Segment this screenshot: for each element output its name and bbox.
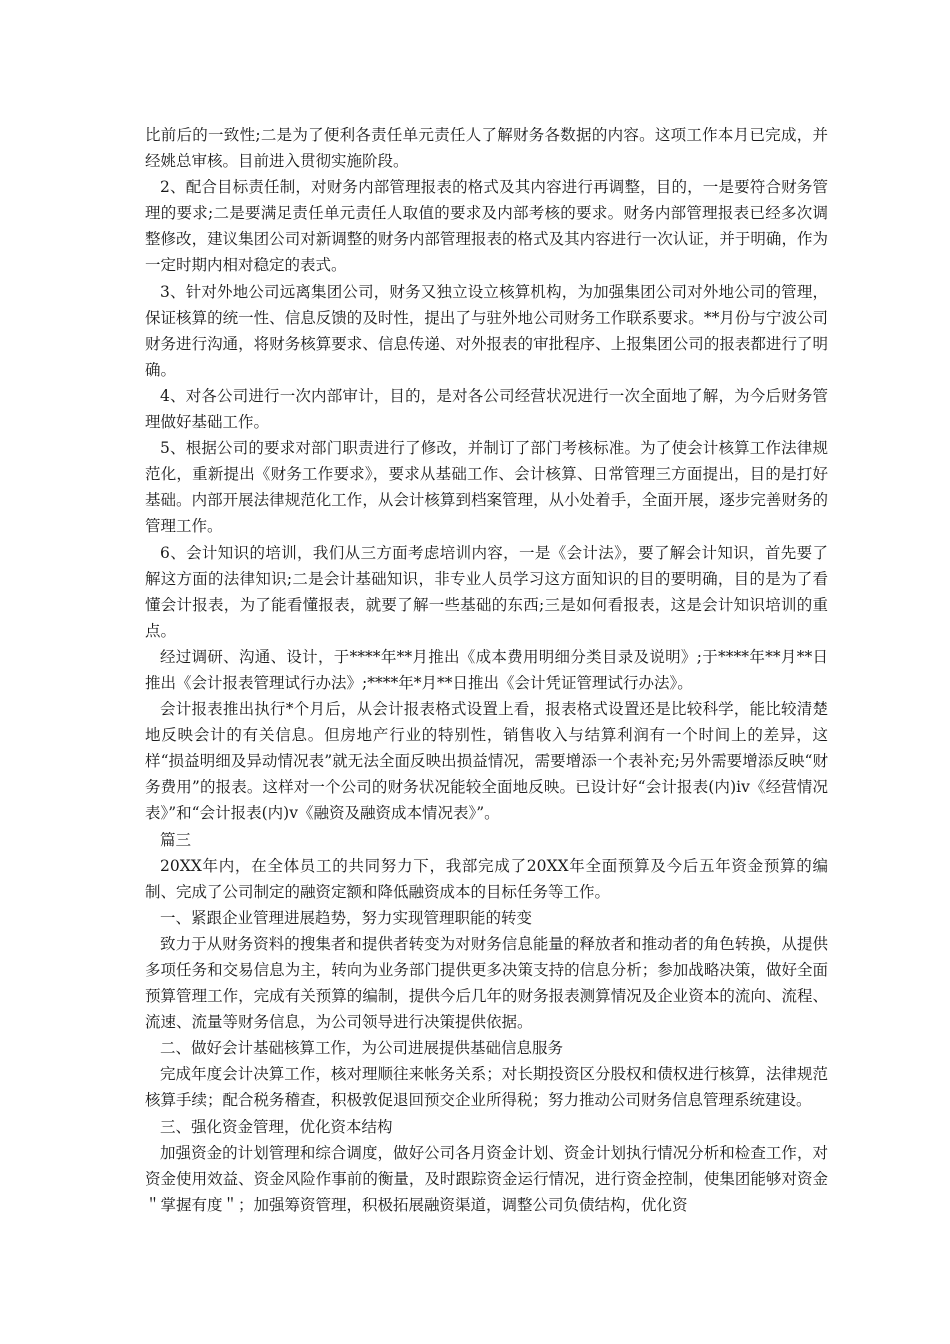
document-page <box>145 122 828 1218</box>
paragraph-item-2: 2、配合目标责任制，对财务内部管理报表的格式及其内容进行再调整，目的，一是要符合财务管理的要求;二是要满足责任单元责任人取值的要求及内部考核的要求。财务内部管理报表已经多次调整修改，建议集团公司对新调整的财务内部管理报表的格式及其内容进行一次认证，并于明确，作为一定时期内相对稳定的表式。 <box>145 178 828 275</box>
section-heading-3: 三、强化资金管理，优化资本结构 <box>160 1117 393 1136</box>
paragraph-section-1: 致力于从财务资料的搜集者和提供者转变为对财务信息能量的释放者和推动者的角色转换，从提供多项任务和交易信息为主，转向为业务部门提供更多决策支持的信息分析；参加战略决策，做好全面预算管理工作，完成有关预算的编制，提供今后几年的财务报表测算情况及企业资本的流向、流程、流速、流量等财务信息，为公司领导进行决策提供依据。 <box>145 934 828 1032</box>
paragraph-annual-intro: 20XX年内，在全体员工的共同努力下，我部完成了20XX年全面预算及今后五年资金预算的编制、完成了公司制定的融资定额和降低融资成本的目标任务等工作。 <box>145 856 828 901</box>
section-heading-1: 一、紧跟企业管理进展趋势，努力实现管理职能的转变 <box>160 908 533 927</box>
paragraph-item-4: 4、对各公司进行一次内部审计，目的，是对各公司经营状况进行一次全面地了解，为今后财务管理做好基础工作。 <box>145 386 828 432</box>
section-heading-part-three: 篇三 <box>160 830 192 849</box>
paragraph-0: 比前后的一致性;二是为了便利各责任单元责任人了解财务各数据的内容。这项工作本月已完成，并经姚总审核。目前进入贯彻实施阶段。 <box>145 126 828 171</box>
section-heading-2: 二、做好会计基础核算工作，为公司进展提供基础信息服务 <box>160 1039 564 1058</box>
paragraph-report-execution: 会计报表推出执行*个月后，从会计报表格式设置上看，报表格式设置还是比较科学，能比较清楚地反映会计的有关信息。但房地产行业的特别性，销售收入与结算利润有一个时间上的差异，这样“损益明细及异动情况表”就无法全面反映出损益情况，需要增添一个表补充;另外需要增添反映“财务费用”的报表。这样对一个公司的财务状况能较全面地反映。已设计好“会计报表(内)iv《经营情况表》”和“会计报表(内)v《融资及融资成本情况表》”。 <box>145 700 828 823</box>
paragraph-section-3: 加强资金的计划管理和综合调度，做好公司各月资金计划、资金计划执行情况分析和检查工作，对资金使用效益、资金风险作事前的衡量，及时跟踪资金运行情况，进行资金控制，使集团能够对资金＂掌握有度＂；加强筹资管理，积极拓展融资渠道，调整公司负债结构，优化资 <box>145 1143 828 1214</box>
paragraph-section-2: 完成年度会计决算工作，核对理顺往来帐务关系；对长期投资区分股权和债权进行核算，法律规范核算手续；配合税务稽查，积极敦促退回预交企业所得税；努力推动公司财务信息管理系统建设。 <box>145 1065 828 1110</box>
paragraph-item-3: 3、针对外地公司远离集团公司，财务又独立设立核算机构，为加强集团公司对外地公司的管理，保证核算的统一性、信息反馈的及时性，提出了与驻外地公司财务工作联系要求。**月份与宁波公司财务进行沟通，将财务核算要求、信息传递、对外报表的审批程序、上报集团公司的报表都进行了明确。 <box>145 282 828 379</box>
paragraph-item-5: 5、根据公司的要求对部门职责进行了修改，并制订了部门考核标准。为了使会计核算工作法律规范化，重新提出《财务工作要求》，要求从基础工作、会计核算、日常管理三方面提出，目的是打好基础。内部开展法律规范化工作，从会计核算到档案管理，从小处着手，全面开展，逐步完善财务的管理工作。 <box>145 439 828 536</box>
paragraph-item-6: 6、会计知识的培训，我们从三方面考虑培训内容，一是《会计法》，要了解会计知识，首先要了解这方面的法律知识;二是会计基础知识，非专业人员学习这方面知识的目的要明确，目的是为了看懂会计报表，为了能看懂报表，就要了解一些基础的东西;三是如何看报表，这是会计知识培训的重点。 <box>145 543 828 640</box>
paragraph-release-dates: 经过调研、沟通、设计，于****年**月推出《成本费用明细分类目录及说明》;于****年**月**日推出《会计报表管理试行办法》;****年*月**日推出《会计凭证管理试行办法》。 <box>145 647 828 692</box>
